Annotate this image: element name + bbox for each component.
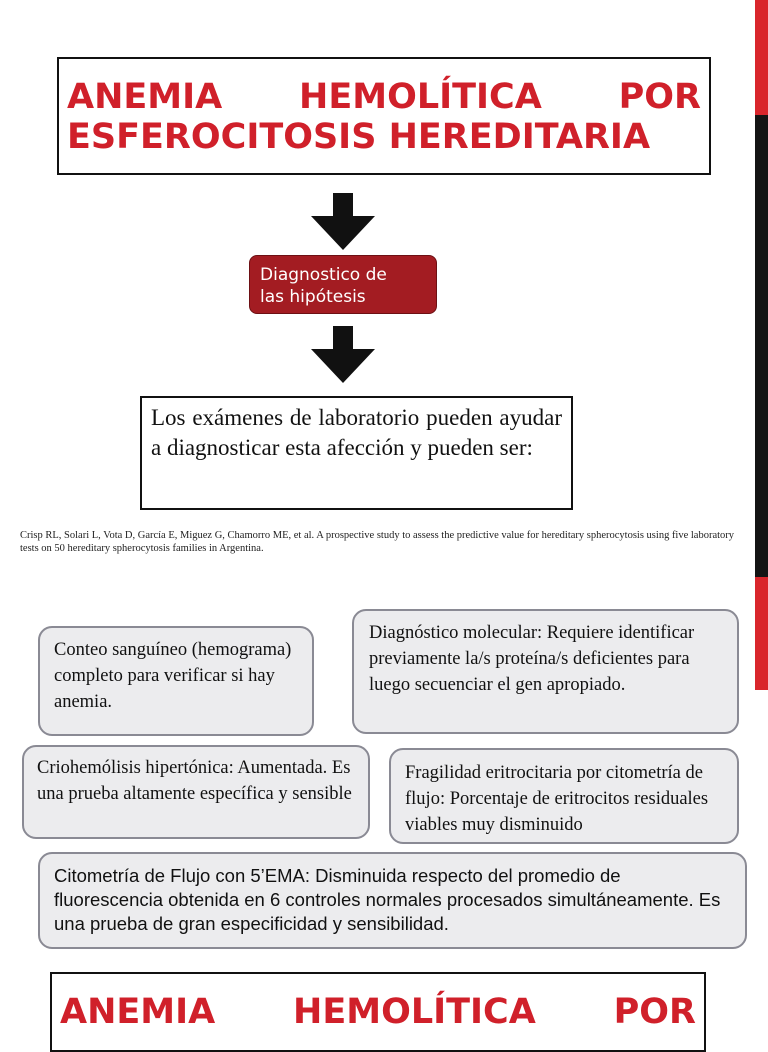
card-text: Conteo sanguíneo (hemograma) completo para verificar si hay anemia. [54,640,292,712]
title-word: POR [613,992,696,1032]
title-word: ANEMIA [60,992,216,1032]
next-slide-title-box [50,972,706,1052]
card-diagnostico-molecular [352,609,739,734]
card-text: Fragilidad eritrocitaria por citometría de flujo: Porcentaje de eritrocitos residuales viables muy disminuido [405,763,709,835]
edge-accent-red-bottom [755,577,768,690]
card-conteo-sanguineo [38,626,314,736]
down-arrow-icon [311,193,375,250]
title-word: HEMOLÍTICA [299,77,542,117]
pill-line-1: Diagnostico de [260,265,387,285]
pill-line-2: las hipótesis [260,287,366,307]
lab-exams-intro: Los exámenes de laboratorio pueden ayudar a diagnosticar esta afección y pueden ser: [140,396,573,510]
title-word: POR [618,77,701,117]
down-arrow-icon [311,326,375,383]
diagnosis-hypothesis-pill [249,255,437,314]
card-fragilidad-eritrocitaria [389,748,739,844]
page-title-box [57,57,711,175]
title-word: HEMOLÍTICA [293,992,536,1032]
next-slide-title-line-1 [60,992,696,1032]
card-citometria-ema [38,852,747,949]
page-title-line-2: ESFEROCITOSIS HEREDITARIA [67,117,651,157]
edge-accent-black [755,115,768,577]
reference-citation: Crisp RL, Solari L, Vota D, García E, Miguez G, Chamorro ME, et al. A prospective study to assess the predictive value for hereditary spherocytosis using five laboratory tests on 50 hereditary spherocytosis families in Argentina. [20,530,735,554]
card-criohemolisis [22,745,370,839]
title-word: ANEMIA [67,77,223,117]
card-text: Criohemólisis hipertónica: Aumentada. Es una prueba altamente específica y sensible [37,758,352,804]
page-title-line-1 [67,77,701,117]
card-text: Diagnóstico molecular: Requiere identificar previamente la/s proteína/s deficientes para luego secuenciar el gen apropiado. [369,623,695,695]
card-text: Citometría de Flujo con 5’EMA: Disminuida respecto del promedio de fluorescencia obtenida en 6 controles normales procesados simultáneamente. Es una prueba de gran especificidad y sensibilidad. [54,865,721,934]
edge-accent-red-top [755,0,768,115]
